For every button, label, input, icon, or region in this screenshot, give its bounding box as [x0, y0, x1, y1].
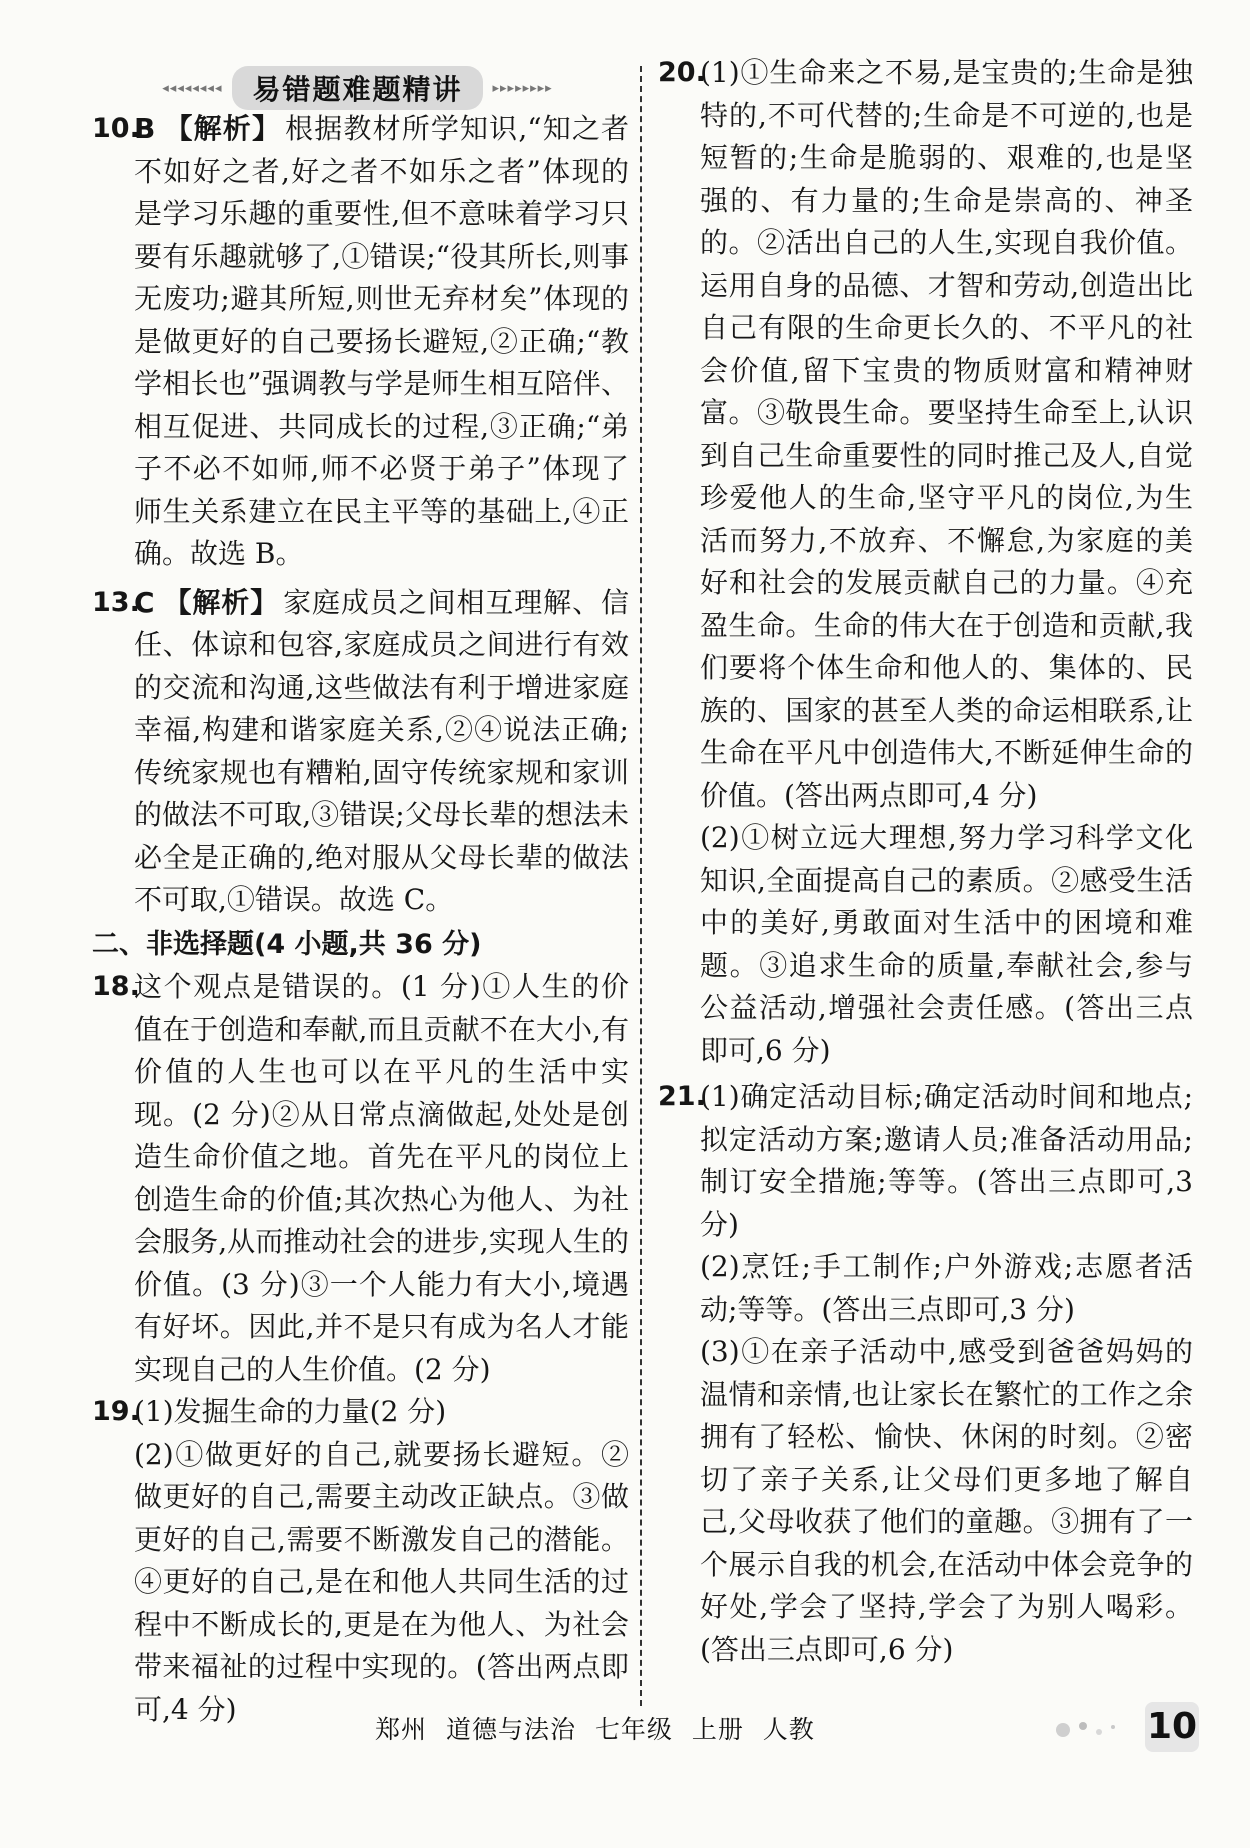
column-divider [640, 66, 642, 1706]
question-19 [92, 1391, 629, 1731]
section-banner [90, 68, 625, 108]
question-13 [92, 582, 629, 922]
book-info: 郑州 道德与法治 七年级 上册 人教 [375, 1715, 815, 1744]
question-number: 13. [92, 586, 140, 618]
banner-right-arrows: ▸▸▸▸▸▸▸▸ [492, 80, 553, 96]
question-number: 21. [658, 1081, 706, 1112]
answer-part-1: (1)发掘生命的力量(2 分) [134, 1395, 447, 1428]
question-18 [92, 966, 629, 1391]
question-21 [658, 1076, 1193, 1671]
question-20 [658, 52, 1193, 1072]
answer-part-3: (3)①在亲子活动中,感受到爸爸妈妈的温情和亲情,也让家长在繁忙的工作之余拥有了轻松、愉快、休闲的时刻。②密切了亲子关系,让父母们更多地了解自己,父母收获了他们的童趣。③拥有了一个展示自我的机会,在活动中体会竞争的好处,学会了坚持,学会了为别人喝彩。(答出三点即可,6 分) [700, 1335, 1193, 1666]
question-number: 18. [92, 971, 140, 1002]
answer-part-2: (2)①树立远大理想,努力学习科学文化知识,全面提高自己的素质。②感受生活中的美好,勇敢面对生活中的困境和难题。③追求生命的质量,奉献社会,参与公益活动,增强社会责任感。(答出三点即可,6 分) [700, 821, 1193, 1067]
answer-part-2: (2)①做更好的自己,就要扬长避短。②做更好的自己,需要主动改正缺点。③做更好的自己,需要不断激发自己的潜能。④更好的自己,是在和他人共同生活的过程中不断成长的,更是在为他人、为社会带来福祉的过程中实现的。(答出两点即可,4 分) [134, 1437, 629, 1726]
answer-text: 这个观点是错误的。(1 分)①人生的价值在于创造和奉献,而且贡献不在大小,有价值的人生也可以在平凡的生活中实现。(2 分)②从日常点滴做起,处处是创造生命价值之地。首先在平凡的岗位上创造生命的价值;其次热心为他人、为社会服务,从而推动社会的进步,实现人生的价值。(3 分)③一个人能力有大小,境遇有好坏。因此,并不是只有成为名人才能实现自己的人生价值。(2 分) [134, 970, 629, 1386]
section-heading: 二、非选择题(4 小题,共 36 分) [92, 928, 482, 960]
question-number: 10. [92, 113, 140, 144]
decorative-dots-icon [1055, 1718, 1125, 1740]
analysis-tag: 【解析】 [162, 585, 280, 619]
analysis-text: 根据教材所学知识,“知之者不如好之者,好之者不如乐之者”体现的是学习乐趣的重要性,但不意味着学习只要有乐趣就够了,①错误;“役其所长,则事无废功;避其所短,则世无弃材矣”体现的是做更好的自己要扬长避短,②正确;“教学相长也”强调教与学是师生相互陪伴、相互促进、共同成长的过程,③正确;“弟子不必不如师,师不必贤于弟子”体现了师生关系建立在民主平等的基础上,④正确。故选 B。 [134, 112, 629, 570]
answer-choice: B [134, 112, 156, 145]
answer-part-1: (1)①生命来之不易,是宝贵的;生命是独特的,不可代替的;生命是不可逆的,也是短暂的;生命是脆弱的、艰难的,也是坚强的、有力量的;生命是崇高的、神圣的。②活出自己的人生,实现自我价值。运用自身的品德、才智和劳动,创造出比自己有限的生命更长久的、不平凡的社会价值,留下宝贵的物质财富和精神财富。③敬畏生命。要坚持生命至上,认识到自己生命重要性的同时推己及人,自觉珍爱他人的生命,坚守平凡的岗位,为生活而努力,不放弃、不懈怠,为家庭的美好和社会的发展贡献自己的力量。④充盈生命。生命的伟大在于创造和贡献,我们要将个体生命和他人的、集体的、民族的、国家的甚至人类的命运相联系,让生命在平凡中创造伟大,不断延伸生命的价值。(答出两点即可,4 分) [700, 56, 1193, 812]
question-10 [92, 108, 629, 576]
analysis-tag: 【解析】 [163, 112, 282, 145]
page-number: 10 [1145, 1702, 1199, 1752]
analysis-text: 家庭成员之间相互理解、信任、体谅和包容,家庭成员之间进行有效的交流和沟通,这些做法有利于增进家庭幸福,构建和谐家庭关系,②④说法正确;传统家规也有糟粕,固守传统家规和家训的做法不可取,③错误;父母长辈的想法未必全是正确的,绝对服从父母长辈的做法不可取,①错误。故选 C。 [134, 585, 629, 916]
answer-part-2: (2)烹饪;手工制作;户外游戏;志愿者活动;等等。(答出三点即可,3 分) [700, 1250, 1193, 1326]
banner-title: 易错题难题精讲 [232, 66, 482, 110]
page-footer [0, 1708, 1250, 1748]
answer-choice: C [134, 585, 155, 619]
banner-left-arrows: ◂◂◂◂◂◂◂◂ [162, 80, 223, 96]
question-number: 19. [92, 1396, 140, 1427]
left-column [92, 108, 629, 1731]
right-column [658, 52, 1193, 1671]
answer-part-1: (1)确定活动目标;确定活动时间和地点;拟定活动方案;邀请人员;准备活动用品;制订安全措施;等等。(答出三点即可,3 分) [700, 1080, 1193, 1241]
question-number: 20. [658, 57, 706, 88]
